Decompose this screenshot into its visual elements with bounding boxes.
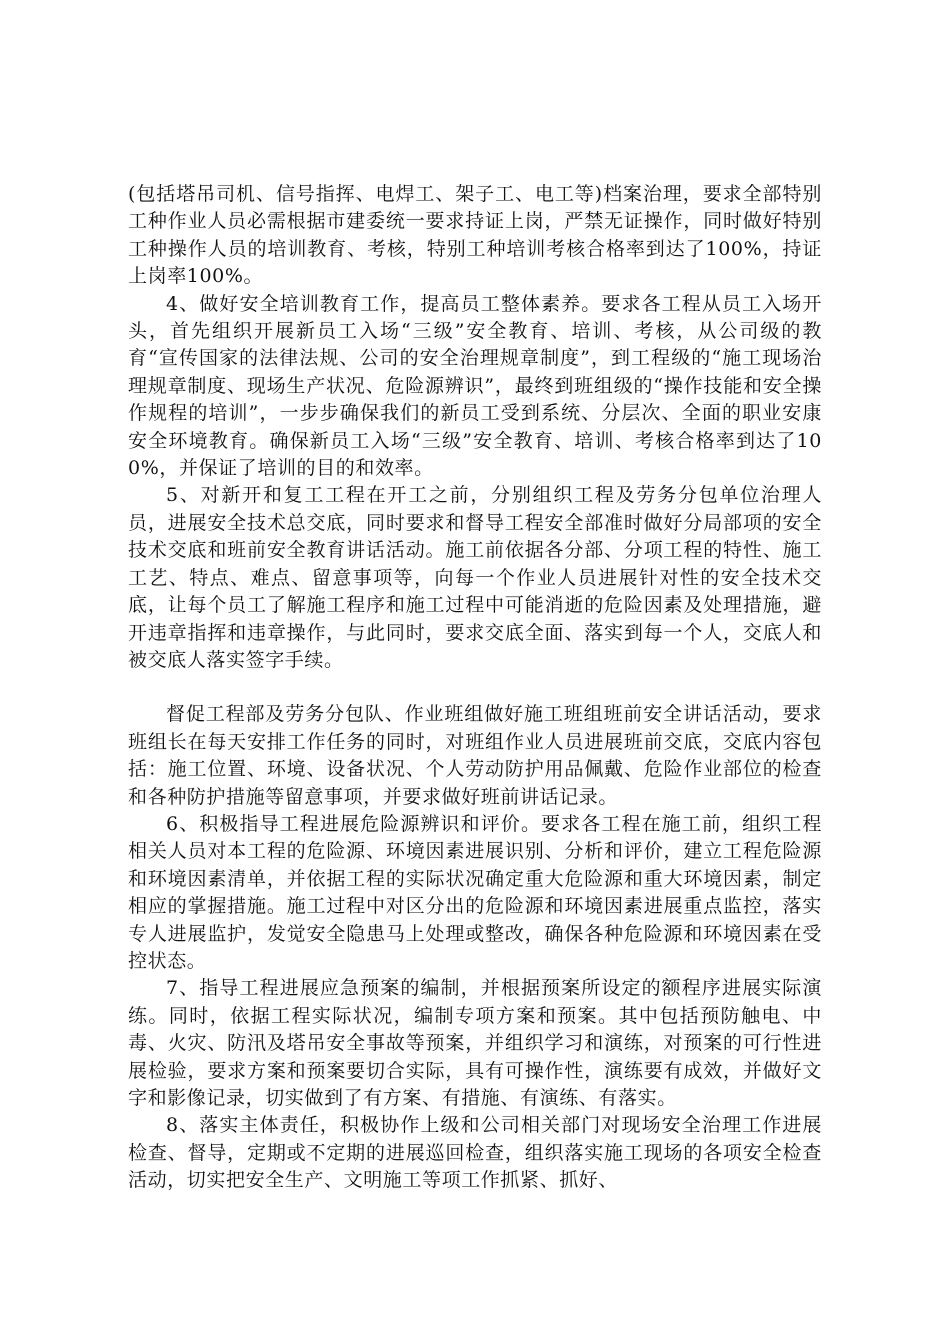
document-body [128,181,822,1195]
paragraph-item-5-technical-briefing: 5、对新开和复工工程在开工之前，分别组织工程及劳务分包单位治理人员，进展安全技术总交底，同时要求和督导工程安全部准时做好分局部项的安全技术交底和班前安全教育讲话活动。施工前依据各分部、分项工程的特性、施工工艺、特点、难点、留意事项等，向每一个作业人员进展针对性的安全技术交底，让每个员工了解施工程序和施工过程中可能消逝的危险因素及处理措施，避开违章指挥和违章操作，与此同时，要求交底全面、落实到每一个人，交底人和被交底人落实签字手续。 [128,484,822,671]
paragraph-special-workers-records: (包括塔吊司机、信号指挥、电焊工、架子工、电工等)档案治理，要求全部特别工种作业人员必需根据市建委统一要求持证上岗，严禁无证操作，同时做好特别工种操作人员的培训教育、考核，特别工种培训考核合格率到达了100%，持证上岗率100%。 [128,183,822,288]
paragraph-pre-shift-talks: 督促工程部及劳务分包队、作业班组做好施工班组班前安全讲话活动，要求班组长在每天安排工作任务的同时，对班组作业人员进展班前交底，交底内容包括：施工位置、环境、设备状况、个人劳动防护用品佩戴、危险作业部位的检查和各种防护措施等留意事项，并要求做好班前讲话记录。 [128,703,822,808]
paragraph-item-4-safety-training: 4、做好安全培训教育工作，提高员工整体素养。要求各工程从员工入场开头，首先组织开展新员工入场“三级”安全教育、培训、考核，从公司级的教育“宣传国家的法律法规、公司的安全治理规章制度”，到工程级的“施工现场治理规章制度、现场生产状况、危险源辨识”，最终到班组级的“操作技能和安全操作规程的培训”，一步步确保我们的新员工受到系统、分层次、全面的职业安康安全环境教育。确保新员工入场“三级”安全教育、培训、考核合格率到达了100%，并保证了培训的目的和效率。 [128,292,822,480]
paragraph-item-8-main-responsibility: 8、落实主体责任，积极协作上级和公司相关部门对现场安全治理工作进展检查、督导，定期或不定期的进展巡回检查，组织落实施工现场的各项安全检查活动，切实把安全生产、文明施工等项工作抓紧、抓好、 [128,1114,822,1192]
paragraph-item-6-hazard-identification: 6、积极指导工程进展危险源辨识和评价。要求各工程在施工前，组织工程相关人员对本工程的危险源、环境因素进展识别、分析和评价，建立工程危险源和环境因素清单，并依据工程的实际状况确定重大危险源和重大环境因素，制定相应的掌握措施。施工过程中对区分出的危险源和环境因素进展重点监控，落实专人进展监护，发觉安全隐患马上处理或整改，确保各种危险源和环境因素在受控状态。 [128,812,822,972]
paragraph-spacer [128,674,822,701]
paragraph-item-7-emergency-plans: 7、指导工程进展应急预案的编制，并根据预案所设定的额程序进展实际演练。同时，依据工程实际状况，编制专项方案和预案。其中包括预防触电、中毒、火灾、防汛及塔吊安全事故等预案，并组织学习和演练，对预案的可行性进展检验，要求方案和预案要切合实际，具有可操作性，演练要有成效，并做好文字和影像记录，切实做到了有方案、有措施、有演练、有落实。 [128,977,822,1109]
